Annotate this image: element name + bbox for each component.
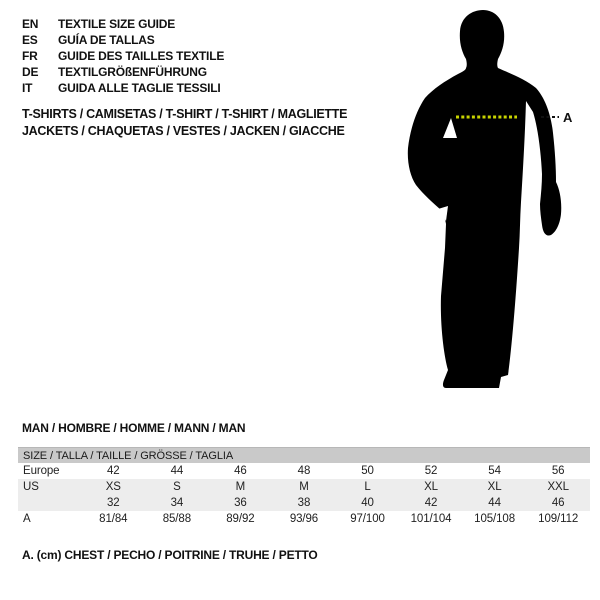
cell: M bbox=[272, 479, 336, 495]
garment-categories bbox=[22, 106, 347, 140]
table-row-us-numeric bbox=[18, 495, 590, 511]
left-hand-notch bbox=[438, 206, 448, 221]
cell: S bbox=[145, 479, 209, 495]
category-tshirts: T-SHIRTS / CAMISETAS / T-SHIRT / T-SHIRT / MAGLIETTE bbox=[22, 107, 348, 121]
table-row-chest-a bbox=[18, 511, 590, 527]
lang-row-de bbox=[22, 64, 224, 80]
cell: 85/88 bbox=[162, 513, 191, 525]
row-label bbox=[18, 495, 82, 511]
cell: 44 bbox=[170, 465, 184, 477]
lang-row-es bbox=[22, 32, 224, 48]
lang-code: DE bbox=[22, 65, 39, 79]
cell: 56 bbox=[551, 465, 565, 477]
cell: 105/108 bbox=[474, 513, 516, 525]
table-row-europe bbox=[18, 463, 590, 479]
size-table-header-row bbox=[18, 448, 590, 464]
cell: 52 bbox=[424, 465, 438, 477]
cell: 46 bbox=[526, 495, 590, 511]
cell: 38 bbox=[272, 495, 336, 511]
row-label: A bbox=[23, 513, 31, 525]
cell: 101/104 bbox=[410, 513, 452, 525]
cell: 44 bbox=[463, 495, 527, 511]
measurement-footnote: A. (cm) CHEST / PECHO / POITRINE / TRUHE / PETTO bbox=[22, 548, 318, 562]
cell: M bbox=[209, 479, 273, 495]
lang-title: TEXTILGRÖßENFÜHRUNG bbox=[58, 65, 207, 79]
cell: XS bbox=[82, 479, 146, 495]
lang-code: IT bbox=[22, 81, 33, 95]
cell: 54 bbox=[488, 465, 501, 477]
cell: 50 bbox=[361, 465, 374, 477]
lang-row-fr bbox=[22, 48, 224, 64]
cell: 46 bbox=[234, 465, 247, 477]
cell: 97/100 bbox=[350, 513, 385, 525]
lang-title: TEXTILE SIZE GUIDE bbox=[58, 17, 176, 31]
lang-row-it bbox=[22, 80, 224, 96]
cell: 40 bbox=[336, 495, 400, 511]
cell: L bbox=[336, 479, 400, 495]
measure-label-a: A bbox=[563, 110, 573, 125]
cell: XL bbox=[399, 479, 463, 495]
lang-title: GUIDA ALLE TAGLIE TESSILI bbox=[58, 81, 221, 95]
row-label: Europe bbox=[23, 465, 60, 477]
lang-code: EN bbox=[22, 17, 39, 31]
table-row-us bbox=[18, 479, 590, 495]
lang-row-en bbox=[22, 16, 224, 32]
row-label: US bbox=[18, 479, 82, 495]
cell: 32 bbox=[82, 495, 146, 511]
section-title-man: MAN / HOMBRE / HOMME / MANN / MAN bbox=[22, 421, 246, 435]
language-title-list bbox=[22, 16, 224, 96]
cell: 81/84 bbox=[99, 513, 128, 525]
size-table-header: SIZE / TALLA / TAILLE / GRÖSSE / TAGLIA bbox=[18, 448, 590, 464]
cell: 93/96 bbox=[289, 513, 319, 525]
cell: 89/92 bbox=[226, 513, 255, 525]
size-table bbox=[18, 447, 590, 527]
lang-title: GUÍA DE TALLAS bbox=[58, 33, 155, 47]
category-jackets: JACKETS / CHAQUETAS / VESTES / JACKEN / GIACCHE bbox=[22, 124, 345, 138]
cell: XXL bbox=[526, 479, 590, 495]
man-silhouette bbox=[408, 10, 561, 388]
cell: 36 bbox=[209, 495, 273, 511]
cell: 34 bbox=[145, 495, 209, 511]
cell: XL bbox=[463, 479, 527, 495]
lang-title: GUIDE DES TAILLES TEXTILE bbox=[58, 49, 225, 63]
cell: 109/112 bbox=[538, 513, 579, 525]
lang-code: FR bbox=[22, 49, 38, 63]
cell: 48 bbox=[297, 465, 311, 477]
cell: 42 bbox=[107, 465, 120, 477]
lang-code: ES bbox=[22, 33, 38, 47]
left-armpit-gap bbox=[443, 118, 457, 138]
cell: 42 bbox=[399, 495, 463, 511]
